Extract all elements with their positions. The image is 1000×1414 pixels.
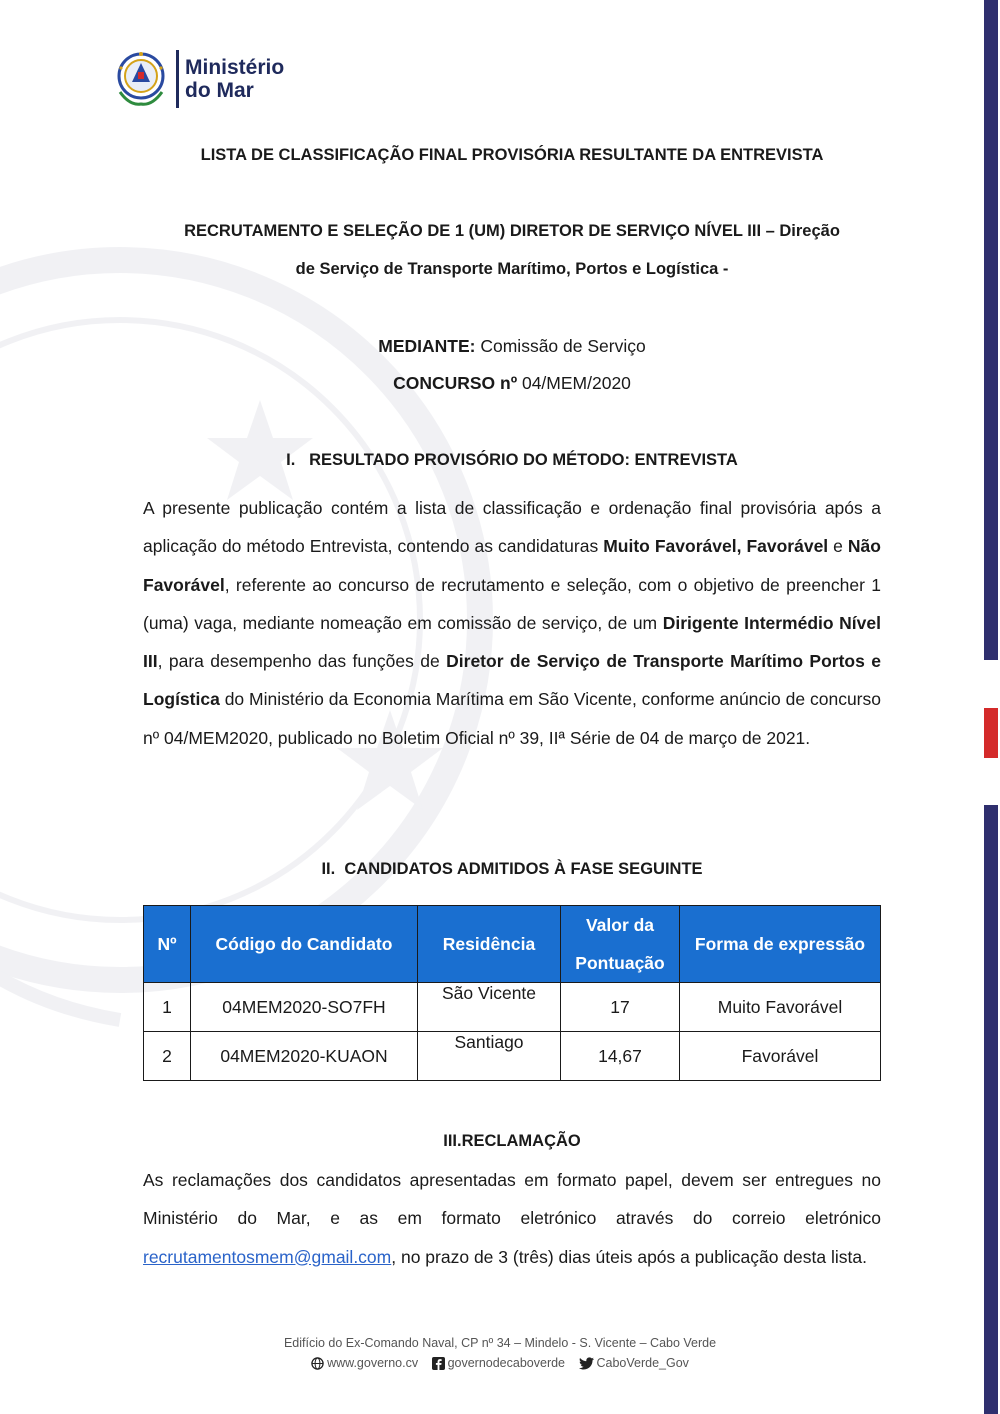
subtitle-line-2: de Serviço de Transporte Marítimo, Portos e Logística - [295, 260, 729, 278]
header-number: Nº [144, 906, 191, 983]
logo-divider [176, 50, 179, 108]
cell-candidate-code: 04MEM2020-SO7FH [191, 983, 418, 1032]
facebook-text: governodecaboverde [447, 1356, 566, 1370]
s1-text-2: e [828, 536, 848, 557]
mediante-label: MEDIANTE: [378, 336, 476, 356]
s1-bold-2: Não Favorável [143, 536, 881, 595]
section-1-paragraph [143, 489, 881, 757]
candidates-table [143, 905, 881, 1081]
s3-text-2: , no prazo de 3 (três) dias úteis após a publicação desta lista. [391, 1246, 867, 1267]
edge-bar-top [984, 0, 998, 660]
table-header-row [144, 906, 881, 983]
cell-residence: São Vicente [418, 983, 561, 1032]
footer-links [0, 1356, 1000, 1373]
footer-facebook[interactable] [432, 1356, 565, 1370]
table-row [144, 1032, 881, 1081]
s1-bold-1: Muito Favorável, Favorável [603, 536, 829, 557]
s1-bold-3: Dirigente Intermédio Nível III [143, 612, 881, 672]
website-text: www.governo.cv [327, 1356, 419, 1370]
mediante-line [143, 336, 881, 357]
cell-expression: Favorável [680, 1032, 881, 1081]
email-link[interactable]: recrutamentosmem@gmail.com [143, 1246, 392, 1267]
document-title: LISTA DE CLASSIFICAÇÃO FINAL PROVISÓRIA RESULTANTE DA ENTREVISTA [200, 146, 824, 164]
twitter-icon [579, 1357, 594, 1370]
twitter-text: CaboVerde_Gov [596, 1356, 689, 1370]
concurso-value: 04/MEM/2020 [521, 373, 631, 393]
header-candidate-code: Código do Candidato [191, 906, 418, 983]
section-1-heading: I. RESULTADO PROVISÓRIO DO MÉTODO: ENTREVISTA [286, 451, 738, 469]
facebook-icon [432, 1357, 445, 1370]
globe-icon [311, 1357, 324, 1370]
s1-text-5: do Ministério da Economia Marítima em São Vicente, conforme anúncio de concurso nº 04/MEM2020, publicado no Boletim Oficial nº 39, IIª Série de 04 de março de 2021. [143, 689, 881, 748]
edge-bar-red [984, 708, 998, 758]
edge-bar-bottom [984, 805, 998, 1414]
header-expression: Forma de expressão [680, 906, 881, 983]
concurso-label: CONCURSO nº [393, 373, 518, 393]
coat-of-arms-icon [112, 48, 170, 110]
subtitle-line-1: RECRUTAMENTO E SELEÇÃO DE 1 (UM) DIRETOR DE SERVIÇO NÍVEL III – Direção [184, 222, 840, 240]
s1-text-3: , referente ao concurso de recrutamento e seleção, com o objetivo de preencher 1 (uma) vaga, mediante nomeação em comissão de serviço, de um [143, 574, 881, 633]
section-2-heading: II. CANDIDATOS ADMITIDOS À FASE SEGUINTE [321, 860, 703, 878]
cell-number: 2 [144, 1032, 191, 1081]
s1-text-1: A presente publicação contém a lista de classificação e ordenação final provisória após a aplicação do método Entrevista, contendo as candidaturas [143, 498, 881, 557]
footer-twitter[interactable] [579, 1356, 689, 1370]
section-3-paragraph [143, 1161, 881, 1276]
s1-text-4: , para desempenho das funções de [157, 651, 447, 672]
cell-score: 14,67 [561, 1032, 680, 1081]
cell-candidate-code: 04MEM2020-KUAON [191, 1032, 418, 1081]
s1-bold-4: Diretor de Serviço de Transporte Marítimo Portos e Logística [143, 651, 882, 710]
footer-address: Edifício do Ex-Comando Naval, CP nº 34 – Mindelo - S. Vicente – Cabo Verde [283, 1336, 717, 1350]
cell-score: 17 [561, 983, 680, 1032]
logo-line-2: do Mar [185, 79, 254, 102]
s3-text-1: As reclamações dos candidatos apresentadas em formato papel, devem ser entregues no Ministério do Mar, e as em formato eletrónico através do correio eletrónico [143, 1170, 881, 1229]
header-residence: Residência [418, 906, 561, 983]
table-row [144, 983, 881, 1032]
section-3-heading: III.RECLAMAÇÃO [443, 1132, 581, 1150]
concurso-line [143, 373, 881, 394]
footer-website[interactable] [311, 1356, 418, 1370]
ministry-logo [112, 48, 284, 110]
header-score: Valor da Pontuação [561, 906, 680, 983]
cell-number: 1 [144, 983, 191, 1032]
mediante-value: Comissão de Serviço [480, 336, 646, 356]
cell-residence: Santiago [418, 1032, 561, 1081]
cell-expression: Muito Favorável [680, 983, 881, 1032]
logo-line-1: Ministério [185, 56, 285, 79]
